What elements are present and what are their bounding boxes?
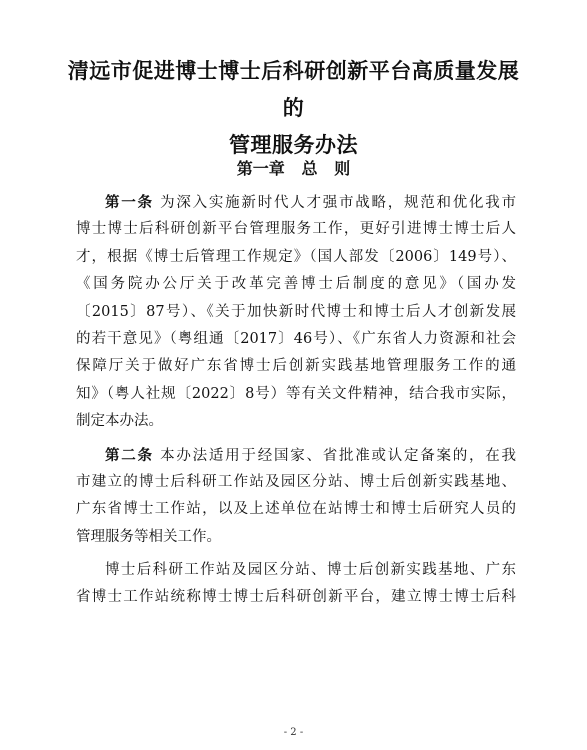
article-1	[76, 189, 516, 436]
chapter-heading: 第一章 总 则	[236, 159, 351, 178]
article-2-label: 第二条	[105, 446, 154, 464]
article-2-line-3: 广东省博士工作站，以及上述单位在站博士和博士后研究人员的	[76, 501, 516, 518]
article-1-line-5: 〔2015〕87号）、《关于加快新时代博士和博士后人才创新发展	[76, 303, 516, 320]
article-1-line-8: 知》（粤人社规〔2022〕8号）等有关文件精神，结合我市实际，	[76, 385, 516, 402]
article-2-line-2: 市建立的博士后科研工作站及园区分站、博士后创新实践基地、	[76, 473, 516, 490]
article-1-line-1	[76, 189, 516, 216]
document-title	[60, 52, 527, 163]
article-2-line-4: 管理服务等相关工作。	[76, 528, 221, 545]
paragraph-3-line-1: 博士后科研工作站及园区分站、博士后创新实践基地、广东	[105, 562, 516, 579]
title-line-2: 管理服务办法	[229, 132, 358, 157]
paragraph-3-line-2: 省博士工作站统称博士博士后科研创新平台，建立博士博士后科	[76, 589, 516, 606]
article-2-line-1	[76, 442, 516, 469]
article-1-text-1: 为深入实施新时代人才强市战略，规范和优化我市	[160, 195, 517, 211]
paragraph-3	[76, 557, 516, 612]
article-1-line-4: 《国务院办公厅关于改革完善博士后制度的意见》（国办发	[76, 276, 516, 293]
article-1-label: 第一条	[105, 194, 154, 211]
title-line-1: 清远市促进博士博士后科研创新平台高质量发展的	[67, 58, 520, 120]
document-body	[76, 189, 516, 618]
article-1-line-7: 保障厅关于做好广东省博士后创新实践基地管理服务工作的通	[76, 358, 516, 375]
article-1-line-3: 才，根据《博士后管理工作规定》（国人部发〔2006〕149号）、	[76, 248, 516, 265]
article-1-line-9: 制定本办法。	[76, 413, 163, 430]
article-2	[76, 442, 516, 552]
article-2-text-1: 本办法适用于经国家、省批准或认定备案的，在我	[160, 447, 517, 464]
page-number: - 2 -	[283, 727, 304, 738]
article-1-line-6: 的若干意见》（粤组通〔2017〕46号）、《广东省人力资源和社会	[76, 330, 516, 347]
article-1-line-2: 博士博士后科研创新平台管理服务工作，更好引进博士博士后人	[76, 221, 516, 238]
